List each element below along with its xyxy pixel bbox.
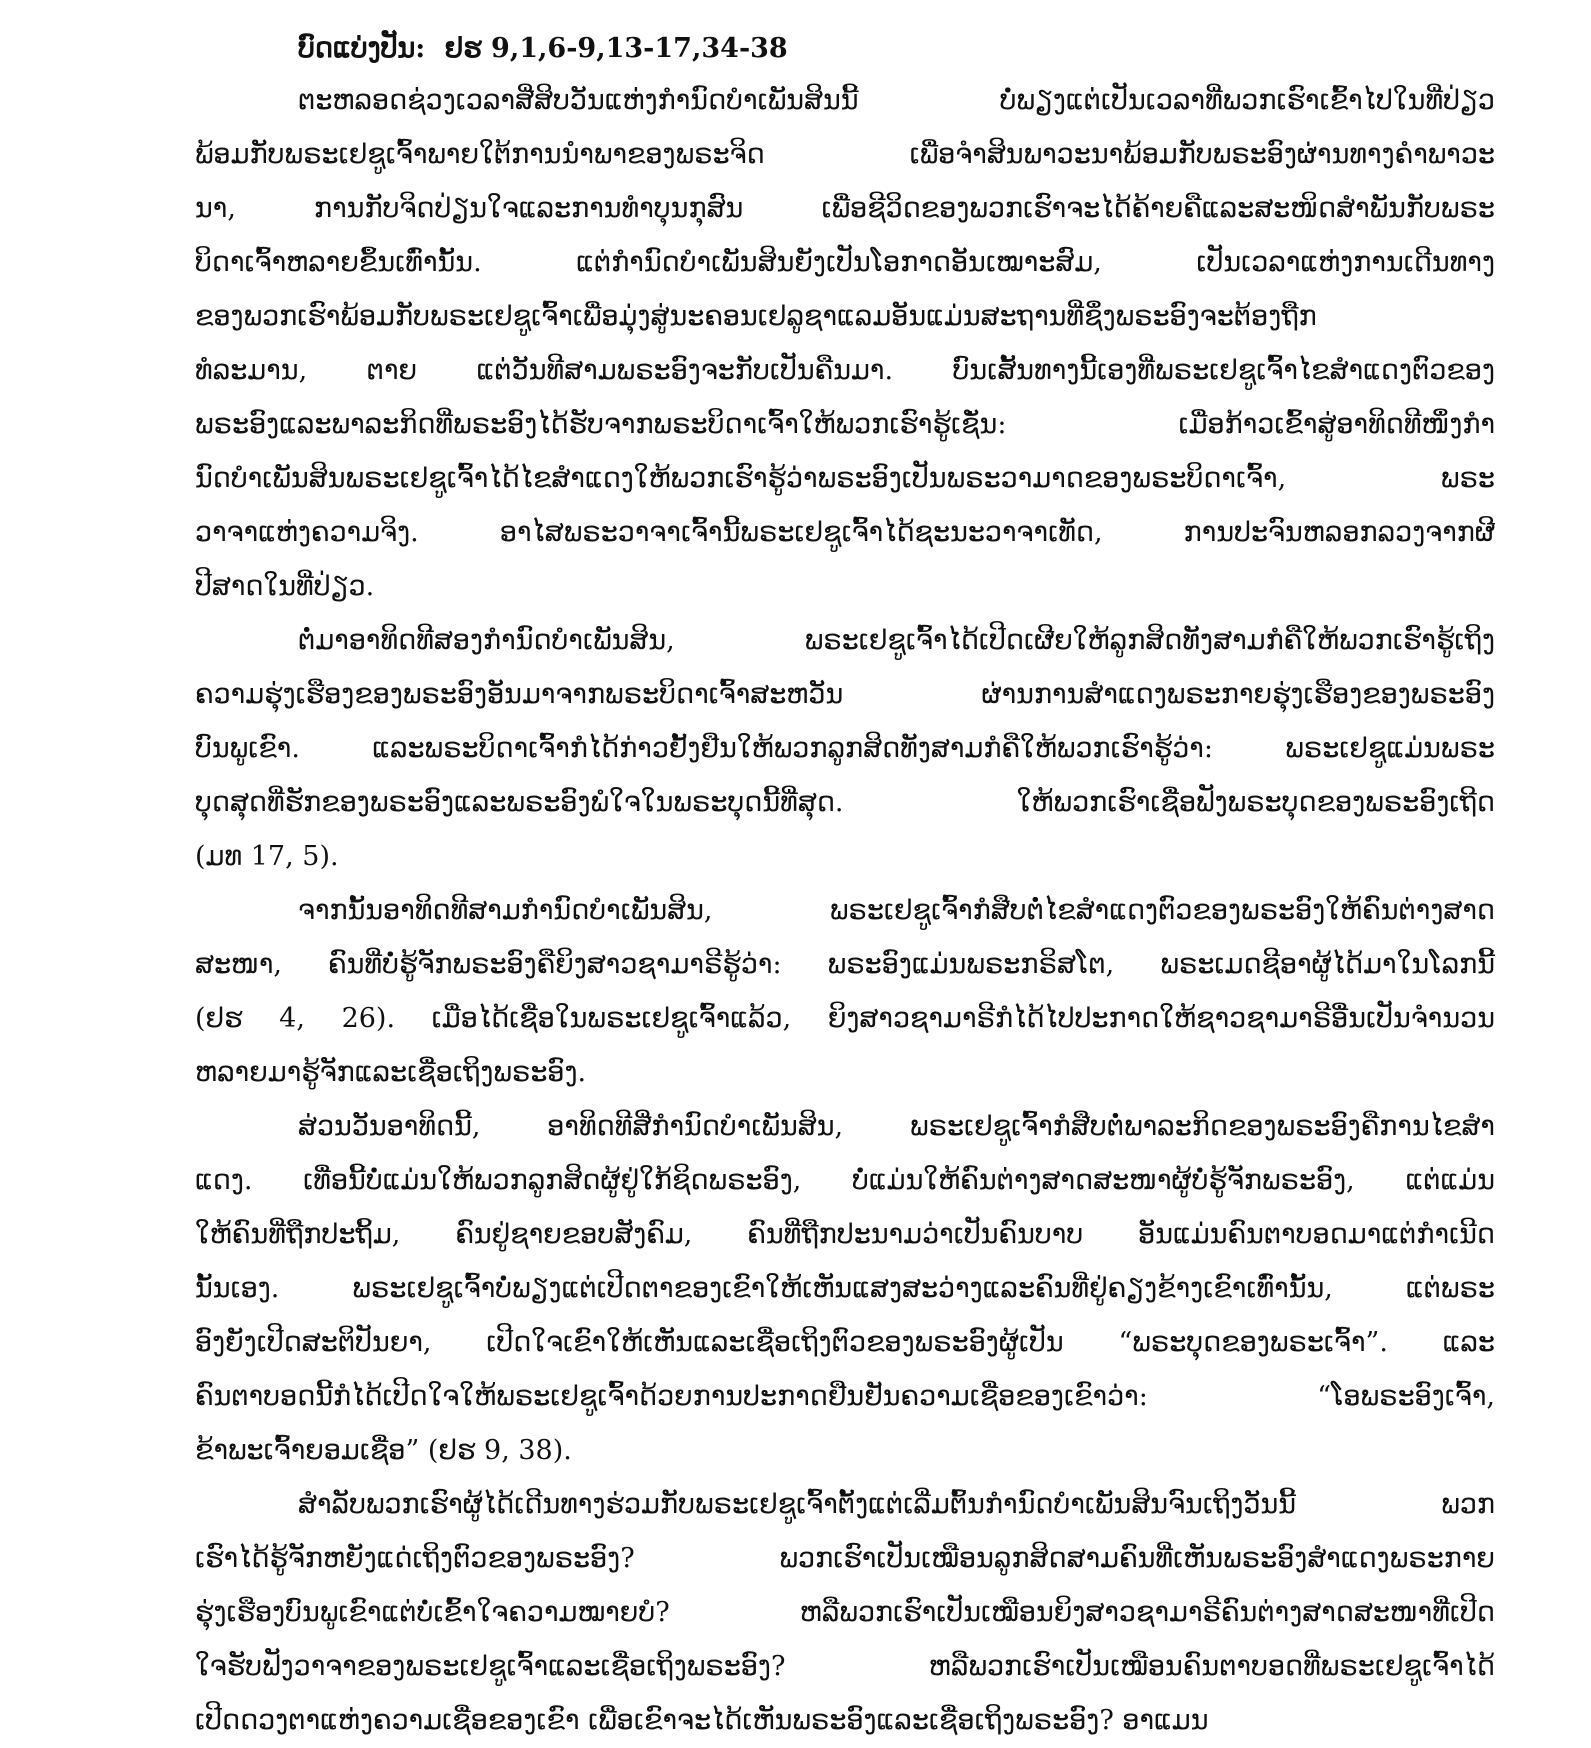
text-line: ບິດາເຈົ້າຫລາຍຂຶ້ນເທົ່ານັ້ນ. ແຕ່ກຳນົດບຳເພັນສິນຍັງເປັນໂອກາດອັນເໝາະສົມ, ເປັນເວລາແຫ່ງການເດີນທາງ: [195, 247, 1495, 278]
text-line: ອົງຍັງເປີດສະຕິປັນຍາ, ເປີດໃຈເຂົາໃຫ້ເຫັນແລະເຊື່ອເຖິງຕົວຂອງພຣະອົງຜູ້ເປັນ “ພຣະບຸດຂອງພຣະເຈົ້າ”. ແລະ: [195, 1327, 1495, 1358]
text-line: (ມທ 17, 5).: [195, 841, 339, 872]
text-line: ຮຸ່ງເຮືອງບົນພູເຂົາແຕ່ບໍ່ເຂົ້າໃຈຄວາມໝາຍບໍ? ຫລືພວກເຮົາເປັນເໝືອນຍິງສາວຊາມາຣີຄົນຕ່າງສາດສະໜາທີ່ເປີດ: [195, 1597, 1495, 1628]
text-line: ນາ, ການກັບຈິດປ່ຽນໃຈແລະການທຳບຸນກຸສົນ ເພື່ອຊີວິດຂອງພວກເຮົາຈະໄດ້ຄ້າຍຄືແລະສະໜິດສຳພັນກັບພຣະ: [195, 193, 1495, 224]
text-line: ພ້ອມກັບພຣະເຢຊູເຈົ້າພາຍໃຕ້ການນຳພາຂອງພຣະຈິດ ເພື່ອຈຳສິນພາວະນາພ້ອມກັບພຣະອົງຜ່ານທາງຄຳພາວະ: [195, 139, 1495, 170]
text-line: ເປີດດວງຕາແຫ່ງຄວາມເຊື່ອຂອງເຂົາ ເພື່ອເຂົາຈະໄດ້ເຫັນພຣະອົງແລະເຊື່ອເຖິງພຣະອົງ? ອາແມນ: [195, 1705, 1209, 1736]
paragraph: [195, 884, 1495, 1100]
heading-label: ບົດແບ່ງປັນ:: [298, 33, 426, 64]
text-line: ບຸດສຸດທີ່ຮັກຂອງພຣະອົງແລະພຣະອົງພໍໃຈໃນພຣະບຸດນີ້ທີ່ສຸດ. ໃຫ້ພວກເຮົາເຊື່ອຟັງພຣະບຸດຂອງພຣະອົງເຖີດ: [195, 787, 1495, 818]
text-line: ຂ້າພະເຈົ້າຍອມເຊື່ອ” (ຢຮ 9, 38).: [195, 1435, 572, 1466]
text-line: ໃຈຮັບຟັງວາຈາຂອງພຣະເຢຊູເຈົ້າແລະເຊື່ອເຖິງພຣະອົງ? ຫລືພວກເຮົາເປັນເໝືອນຄົນຕາບອດທີ່ພຣະເຢຊູເຈົ້າໄດ້: [195, 1651, 1495, 1682]
text-line: ສ່ວນວັນອາທິດນີ້, ອາທິດທີສີ່ກຳນົດບຳເພັນສິນ, ພຣະເຢຊູເຈົ້າກໍສືບຕໍ່ພາລະກິດຂອງພຣະອົງຄືການໄຂສຳ: [298, 1111, 1495, 1142]
sermon-heading: [298, 26, 1498, 72]
text-line: ໃຫ້ຄົນທີ່ຖືກປະຖິ້ມ, ຄົນຢູ່ຊາຍຂອບສັງຄົມ, ຄົນທີ່ຖືກປະນາມວ່າເປັນຄົນບາບ ອັນແມ່ນຄົນຕາບອດມາແຕ່ກຳເນີດ: [195, 1219, 1495, 1250]
paragraph: [195, 74, 1495, 614]
text-line: ຫລາຍມາຮູ້ຈັກແລະເຊື່ອເຖິງພຣະອົງ.: [195, 1057, 587, 1088]
text-line: ຄວາມຮຸ່ງເຮືອງຂອງພຣະອົງອັນມາຈາກພຣະບິດາເຈົ້າສະຫວັນ ຜ່ານການສຳແດງພຣະກາຍຮຸ່ງເຮືອງຂອງພຣະອົງ: [195, 679, 1495, 710]
text-line: ສຳລັບພວກເຮົາຜູ້ໄດ້ເດີນທາງຮ່ວມກັບພຣະເຢຊູເຈົ້າຕັ້ງແຕ່ເລີ່ມຕົ້ນກຳນົດບຳເພັນສິນຈົນເຖິງວັນນີ້ ພວກ: [298, 1489, 1495, 1520]
text-line: ຄົນຕາບອດນີ້ກໍໄດ້ເປີດໃຈໃຫ້ພຣະເຢຊູເຈົ້າດ້ວຍການປະກາດຢືນຢັນຄວາມເຊື່ອຂອງເຂົາວ່າ: “ໂອພຣະອົງເຈົ້າ,: [195, 1381, 1495, 1412]
text-line: ປີສາດໃນທີ່ປ່ຽວ.: [195, 571, 375, 602]
text-line: ທໍລະມານ, ຕາຍ ແຕ່ວັນທີສາມພຣະອົງຈະກັບເປັນຄືນມາ. ບົນເສັ້ນທາງນີ້ເອງທີ່ພຣະເຢຊູເຈົ້າໄຂສຳແດງຕົວຂອງ: [195, 355, 1495, 386]
text-line: ຕະຫລອດຊ່ວງເວລາສີ່ສິບວັນແຫ່ງກຳນົດບຳເພັນສິນນີ້ ບໍ່ພຽງແຕ່ເປັນເວລາທີ່ພວກເຮົາເຂົ້າໄປໃນທີ່ປ່ຽວ: [298, 85, 1495, 116]
text-line: ສະໜາ, ຄົນທີ່ບໍ່ຮູ້ຈັກພຣະອົງຄືຍິງສາວຊາມາຣີຮູ້ວ່າ: ພຣະອົງແມ່ນພຣະກຣິສໂຕ, ພຣະເມດຊີອາຜູ້ໄດ້ມາໃນໂລກນີ້: [195, 949, 1495, 980]
text-line: ຕໍ່ມາອາທິດທີສອງກຳນົດບຳເພັນສິນ, ພຣະເຢຊູເຈົ້າໄດ້ເປີດເຜີຍໃຫ້ລູກສິດທັງສາມກໍຄືໃຫ້ພວກເຮົາຮູ້ເຖິງ: [298, 625, 1495, 656]
text-line: ຂອງພວກເຮົາພ້ອມກັບພຣະເຢຊູເຈົ້າເພື່ອມຸ່ງສູ່ນະຄອນເຢລູຊາແລມອັນແມ່ນສະຖານທີ່ຊຶ່ງພຣະອົງຈະຕ້ອງຖືກ: [195, 301, 1317, 332]
text-line: ເຮົາໄດ້ຮູ້ຈັກຫຍັງແດ່ເຖິງຕົວຂອງພຣະອົງ? ພວກເຮົາເປັນເໝືອນລູກສິດສາມຄົນທີ່ເຫັນພຣະອົງສຳແດງພຣະກາຍ: [195, 1543, 1495, 1574]
text-line: ພຣະອົງແລະພາລະກິດທີ່ພຣະອົງໄດ້ຮັບຈາກພຣະບິດາເຈົ້າໃຫ້ພວກເຮົາຮູ້ເຊັ່ນ: ເມື່ອກ້າວເຂົ້າສູ່ອາທິດທີໜຶ່ງກຳ: [195, 409, 1495, 440]
text-line: ຈາກນັ້ນອາທິດທີສາມກຳນົດບຳເພັນສິນ, ພຣະເຢຊູເຈົ້າກໍສືບຕໍ່ໄຂສຳແດງຕົວຂອງພຣະອົງໃຫ້ຄົນຕ່າງສາດ: [298, 895, 1495, 926]
paragraph: [195, 614, 1495, 884]
text-line: ນັ້ນເອງ. ພຣະເຢຊູເຈົ້າບໍ່ພຽງແຕ່ເປີດຕາຂອງເຂົາໃຫ້ເຫັນແສງສະວ່າງແລະຄົນທີ່ຢູ່ຄຽງຂ້າງເຂົາເທົ່ານັ້ນ, ແຕ່ພຣະ: [195, 1273, 1495, 1304]
text-line: ແດງ. ເທື່ອນີ້ບໍ່ແມ່ນໃຫ້ພວກລູກສິດຜູ້ຢູ່ໃກ້ຊິດພຣະອົງ, ບໍ່ແມ່ນໃຫ້ຄົນຕ່າງສາດສະໜາຜູ້ບໍ່ຮູ້ຈັກພຣະອົງ, ແຕ່ແມ່ນ: [195, 1165, 1495, 1196]
text-line: ນົດບຳເພັນສິນພຣະເຢຊູເຈົ້າໄດ້ໄຂສຳແດງໃຫ້ພວກເຮົາຮູ້ວ່າພຣະອົງເປັນພຣະວາມາດຂອງພຣະບິດາເຈົ້າ, ພຣະ: [195, 463, 1495, 494]
paragraph: [195, 1100, 1495, 1478]
text-line: ວາຈາແຫ່ງຄວາມຈິງ. ອາໄສພຣະວາຈາເຈົ້ານີ້ພຣະເຢຊູເຈົ້າໄດ້ຊະນະວາຈາເທັດ, ການປະຈົນຫລອກລວງຈາກຜີ: [195, 517, 1495, 548]
scripture-reference: ຢຮ 9,1,6-9,13-17,34-38: [444, 33, 788, 64]
text-line: (ຢຮ 4, 26). ເມື່ອໄດ້ເຊື່ອໃນພຣະເຢຊູເຈົ້າແລ້ວ, ຍິງສາວຊາມາຣີກໍໄດ້ໄປປະກາດໃຫ້ຊາວຊາມາຣີອື່ນເປັນຈຳນວນ: [195, 1003, 1495, 1034]
paragraph: [195, 1478, 1495, 1748]
sermon-body: [195, 74, 1495, 1748]
text-line: ບົນພູເຂົາ. ແລະພຣະບິດາເຈົ້າກໍໄດ້ກ່າວຢັ້ງຢືນໃຫ້ພວກລູກສິດທັງສາມກໍຄືໃຫ້ພວກເຮົາຮູ້ວ່າ: ພຣະເຢຊູແມ່ນພຣະ: [195, 733, 1495, 764]
